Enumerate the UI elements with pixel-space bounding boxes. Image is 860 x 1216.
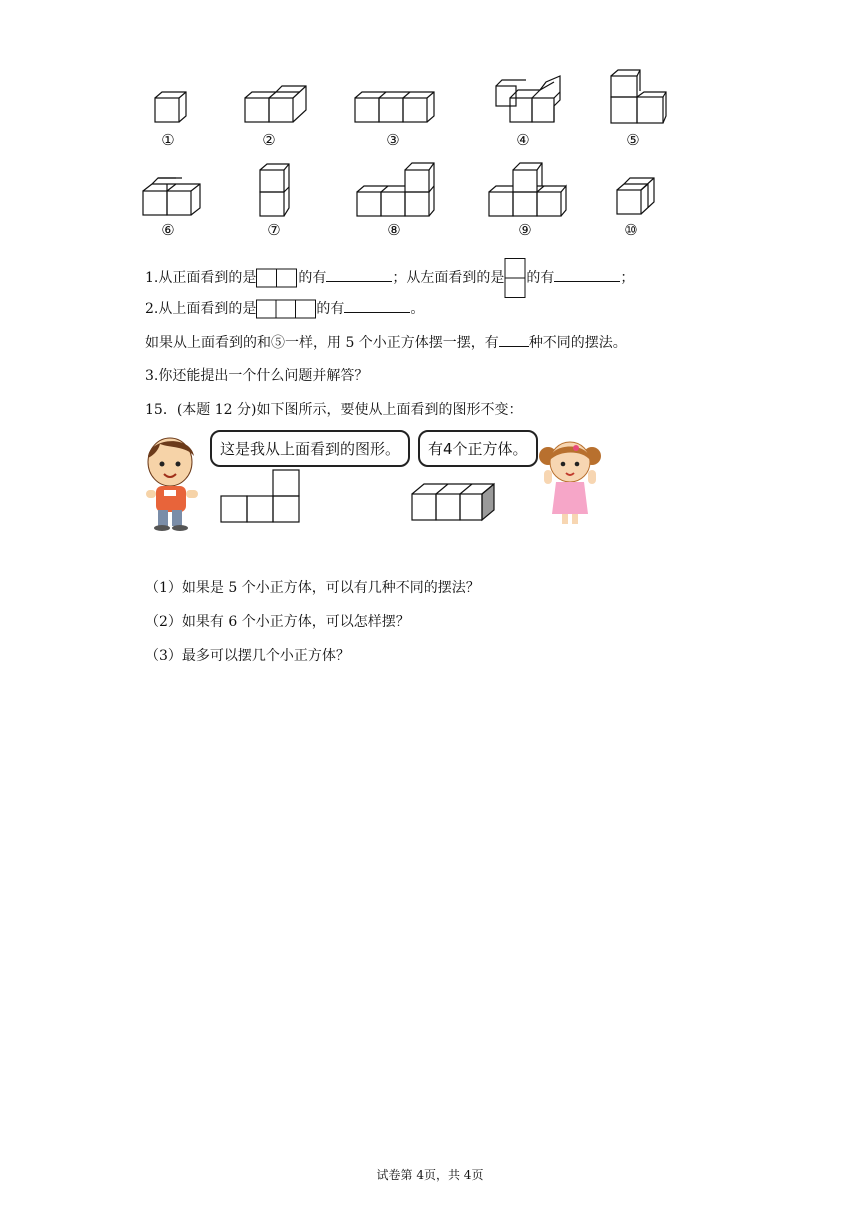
boy-speech-bubble: 这是我从上面看到的图形。 [210,430,410,467]
question-15-sub-3: （3）最多可以摆几个小正方体？ [145,648,350,664]
girl-cartoon [536,440,604,528]
answer-blank-front[interactable] [326,267,392,282]
top-view-three-squares-diagram [256,299,316,319]
cube-figure-1 [150,88,190,128]
cube-figure-6 [138,174,204,220]
answer-blank-top[interactable] [344,298,410,313]
question-3-line: 3.你还能提出一个什么问题并解答？ [145,368,369,384]
cube-figure-5 [606,66,668,126]
figure-label-9: ⑨ [518,221,532,239]
front-view-two-squares-diagram [256,268,298,288]
boy-cartoon [140,434,206,532]
figure-label-10: ⑩ [624,221,638,239]
figure-label-4: ④ [516,131,530,149]
cube-figure-3 [350,88,436,128]
left-view-two-squares-diagram [504,258,526,298]
cube-figure-2 [240,82,310,128]
question-15-heading: 15．(本题 12 分)如下图所示，要使从上面看到的图形不变： [145,402,523,418]
question-1-line: 1.从正面看到的是 的有 ；从左面看到的是 的有 ； [145,258,634,298]
question-2-line: 2.从上面看到的是 的有 。 [145,298,424,319]
question-2-extra-line: 如果从上面看到的和⑤一样，用 5 个小正方体摆一摆，有 种不同的摆法。 [145,332,627,353]
page-footer: 试卷第 4页，共 4页 [376,1168,484,1182]
question-15-sub-1: （1）如果是 5 个小正方体，可以有几种不同的摆法？ [145,580,480,596]
cube-figure-8 [352,158,436,220]
cube-figure-4 [490,72,562,128]
cube-figure-10 [612,172,660,220]
question-15-sub-2: （2）如果有 6 个小正方体，可以怎样摆？ [145,614,410,630]
girl-speech-bubble: 有4个正方体。 [418,430,538,467]
cube-figure-9 [484,158,568,220]
figure-label-8: ⑧ [387,221,401,239]
cube-figure-7 [255,160,295,220]
top-view-shape-diagram [218,468,302,526]
four-cubes-diagram [408,480,500,524]
answer-blank-count[interactable] [499,332,529,347]
figure-label-3: ③ [386,131,400,149]
answer-blank-left[interactable] [554,267,620,282]
figure-label-2: ② [262,131,276,149]
figure-label-5: ⑤ [626,131,640,149]
figure-label-6: ⑥ [161,221,175,239]
figure-label-1: ① [161,131,175,149]
figure-label-7: ⑦ [267,221,281,239]
